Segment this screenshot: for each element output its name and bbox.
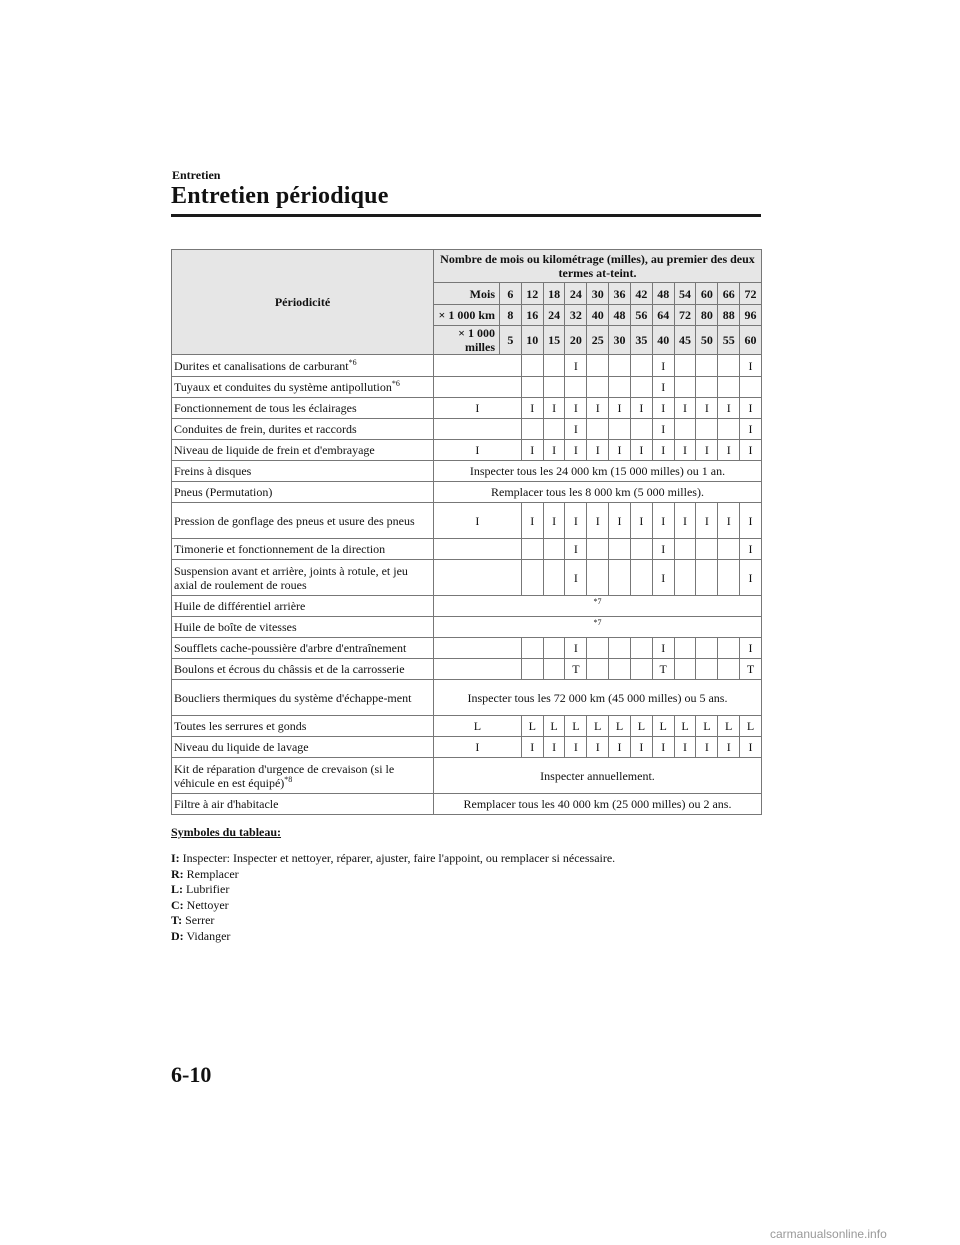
row-label-text: Toutes les serrures et gonds: [174, 719, 307, 733]
row-label-text: Suspension avant et arrière, joints à rotule, et jeu axial de roulement de roues: [174, 563, 408, 592]
schedule-cell: [674, 638, 696, 659]
schedule-cell: [565, 377, 587, 398]
schedule-cell: I: [587, 440, 609, 461]
schedule-cell: [630, 539, 652, 560]
row-label: [172, 617, 434, 638]
interval-value: 12: [521, 283, 543, 305]
schedule-cell: I: [740, 419, 762, 440]
schedule-cell: [521, 638, 543, 659]
schedule-cell: I: [740, 398, 762, 419]
schedule-cell: T: [565, 659, 587, 680]
schedule-cell: L: [521, 716, 543, 737]
schedule-cell: [521, 560, 543, 596]
legend-text: Serrer: [185, 913, 215, 927]
row-label: [172, 560, 434, 596]
interval-value: 60: [740, 326, 762, 355]
interval-value: 36: [609, 283, 631, 305]
schedule-cell: [696, 377, 718, 398]
schedule-cell: I: [740, 355, 762, 377]
legend-text: Lubrifier: [186, 882, 230, 896]
schedule-cell: I: [652, 440, 674, 461]
table-row: [172, 638, 762, 659]
schedule-cell: I: [630, 737, 652, 758]
row-label-text: Pneus (Permutation): [174, 485, 273, 499]
schedule-cell: I: [696, 440, 718, 461]
row-label: [172, 503, 434, 539]
schedule-cell: I: [587, 398, 609, 419]
schedule-cell: [521, 419, 543, 440]
table-row: [172, 539, 762, 560]
schedule-cell: I: [434, 503, 522, 539]
schedule-cell: I: [630, 440, 652, 461]
period-label: Périodicité: [172, 250, 434, 355]
row-label-text: Conduites de frein, durites et raccords: [174, 422, 357, 436]
interval-value: 48: [652, 283, 674, 305]
schedule-cell: [718, 377, 740, 398]
legend-key: L:: [171, 882, 183, 896]
schedule-cell: T: [652, 659, 674, 680]
schedule-cell: I: [565, 419, 587, 440]
interval-value: 24: [565, 283, 587, 305]
schedule-cell: I: [718, 503, 740, 539]
schedule-cell: [434, 377, 522, 398]
interval-value: 72: [740, 283, 762, 305]
legend-text: Nettoyer: [186, 897, 229, 912]
interval-value: 55: [718, 326, 740, 355]
schedule-cell: I: [587, 503, 609, 539]
schedule-cell: I: [630, 503, 652, 539]
schedule-cell: [674, 560, 696, 596]
schedule-cell: I: [718, 737, 740, 758]
schedule-cell: [718, 560, 740, 596]
page-number: 6-10: [171, 1062, 212, 1087]
table-row: [172, 716, 762, 737]
schedule-cell: I: [674, 440, 696, 461]
schedule-cell: [718, 539, 740, 560]
schedule-cell: I: [674, 398, 696, 419]
footnote-marker: *6: [348, 357, 357, 367]
schedule-cell: [674, 539, 696, 560]
interval-unit: × 1 000 milles: [434, 326, 500, 355]
schedule-cell: I: [609, 398, 631, 419]
footnote-reference: *7: [434, 617, 762, 638]
interval-value: 10: [521, 326, 543, 355]
schedule-cell: I: [521, 398, 543, 419]
interval-value: 30: [587, 283, 609, 305]
row-label: [172, 355, 434, 377]
schedule-cell: [609, 355, 631, 377]
watermark-link[interactable]: carmanualsonline.info: [770, 1227, 887, 1241]
schedule-cell: [740, 377, 762, 398]
row-label-text: Niveau de liquide de frein et d'embrayage: [174, 443, 375, 457]
interval-value: 60: [696, 283, 718, 305]
schedule-cell: I: [740, 440, 762, 461]
schedule-cell: [630, 355, 652, 377]
table-row: [172, 794, 762, 815]
row-label-text: Pression de gonflage des pneus et usure des pneus: [174, 513, 415, 528]
schedule-cell: I: [718, 398, 740, 419]
row-label-text: Boulons et écrous du châssis et de la carrosserie: [174, 662, 405, 676]
schedule-cell: I: [434, 440, 522, 461]
schedule-cell: [630, 419, 652, 440]
schedule-cell: I: [652, 737, 674, 758]
schedule-cell: [696, 419, 718, 440]
schedule-cell: [630, 659, 652, 680]
interval-value: 56: [630, 305, 652, 326]
table-row: [172, 758, 762, 794]
schedule-cell: L: [718, 716, 740, 737]
schedule-cell: [434, 560, 522, 596]
schedule-cell: L: [740, 716, 762, 737]
schedule-cell: [609, 539, 631, 560]
row-label: [172, 377, 434, 398]
schedule-cell: I: [652, 539, 674, 560]
schedule-cell: [718, 659, 740, 680]
row-label: [172, 680, 434, 716]
schedule-cell: [696, 539, 718, 560]
schedule-cell: [434, 419, 522, 440]
legend-key: T:: [171, 913, 183, 927]
interval-value: 16: [521, 305, 543, 326]
row-label-text: Boucliers thermiques du système d'échappe-ment: [174, 690, 412, 705]
row-label-text: Huile de boîte de vitesses: [174, 620, 297, 634]
table-row: [172, 440, 762, 461]
schedule-cell: I: [543, 737, 565, 758]
row-label: [172, 419, 434, 440]
interval-value: 20: [565, 326, 587, 355]
row-label: [172, 638, 434, 659]
schedule-cell: I: [740, 638, 762, 659]
schedule-cell: [521, 659, 543, 680]
schedule-cell: I: [521, 503, 543, 539]
footnote-marker: *8: [284, 774, 293, 784]
schedule-cell: [696, 638, 718, 659]
table-row: [172, 461, 762, 482]
row-label: [172, 461, 434, 482]
interval-unit: Mois: [434, 283, 500, 305]
row-label-text: Filtre à air d'habitacle: [174, 797, 279, 811]
legend-item: [171, 898, 615, 914]
schedule-cell: L: [609, 716, 631, 737]
table-row: [172, 398, 762, 419]
schedule-cell: [521, 355, 543, 377]
schedule-cell: [718, 419, 740, 440]
legend-text: Remplacer: [186, 866, 239, 881]
row-label: [172, 758, 434, 794]
row-label-text: Freins à disques: [174, 464, 252, 478]
title-rule: [171, 214, 761, 217]
legend-item: [171, 913, 615, 929]
schedule-cell: [630, 638, 652, 659]
section-label: Entretien: [172, 168, 221, 182]
maintenance-table-body: [172, 250, 762, 815]
row-label: [172, 398, 434, 419]
schedule-cell: [674, 419, 696, 440]
schedule-cell: [521, 539, 543, 560]
schedule-cell: L: [696, 716, 718, 737]
schedule-cell: [587, 539, 609, 560]
schedule-cell: [434, 355, 522, 377]
row-label: [172, 716, 434, 737]
legend: [171, 851, 615, 944]
interval-value: 35: [630, 326, 652, 355]
interval-value: 24: [543, 305, 565, 326]
schedule-cell: [674, 659, 696, 680]
schedule-cell: I: [696, 503, 718, 539]
interval-value: 50: [696, 326, 718, 355]
interval-value: 48: [609, 305, 631, 326]
interval-unit: × 1 000 km: [434, 305, 500, 326]
interval-value: 5: [500, 326, 522, 355]
schedule-cell: I: [565, 503, 587, 539]
legend-key: I:: [171, 851, 180, 865]
schedule-cell: I: [740, 737, 762, 758]
page-title: Entretien périodique: [171, 183, 389, 209]
schedule-cell: [543, 638, 565, 659]
schedule-cell: I: [434, 737, 522, 758]
table-row: [172, 737, 762, 758]
schedule-cell: I: [543, 440, 565, 461]
schedule-note: Inspecter tous les 72 000 km (45 000 milles) ou 5 ans.: [434, 680, 762, 716]
schedule-cell: I: [718, 440, 740, 461]
schedule-cell: [587, 355, 609, 377]
row-label-text: Timonerie et fonctionnement de la direction: [174, 542, 386, 556]
schedule-cell: [609, 377, 631, 398]
schedule-cell: [434, 659, 522, 680]
legend-text: Inspecter: Inspecter et nettoyer, réparer, ajuster, faire l'appoint, ou remplacer si nécessaire.: [182, 851, 616, 865]
interval-value: 15: [543, 326, 565, 355]
legend-title: Symboles du tableau:: [171, 825, 282, 839]
legend-key: R:: [171, 866, 184, 881]
schedule-cell: I: [652, 398, 674, 419]
schedule-cell: I: [565, 539, 587, 560]
schedule-cell: I: [652, 560, 674, 596]
table-row: [172, 617, 762, 638]
legend-item: [171, 929, 615, 945]
interval-value: 30: [609, 326, 631, 355]
interval-value: 25: [587, 326, 609, 355]
schedule-cell: I: [565, 638, 587, 659]
schedule-cell: I: [740, 539, 762, 560]
schedule-note: Remplacer tous les 40 000 km (25 000 milles) ou 2 ans.: [434, 794, 762, 815]
schedule-cell: [696, 355, 718, 377]
schedule-cell: [521, 377, 543, 398]
schedule-cell: I: [543, 398, 565, 419]
interval-value: 66: [718, 283, 740, 305]
schedule-cell: I: [587, 737, 609, 758]
legend-key: D:: [171, 928, 184, 943]
interval-value: 45: [674, 326, 696, 355]
schedule-cell: [587, 377, 609, 398]
schedule-cell: I: [609, 737, 631, 758]
row-label: [172, 539, 434, 560]
legend-item: [171, 882, 615, 898]
row-label-text: Kit de réparation d'urgence de crevaison (si le véhicule en est équipé): [174, 761, 395, 790]
schedule-cell: I: [565, 355, 587, 377]
schedule-cell: L: [587, 716, 609, 737]
row-label-text: Tuyaux et conduites du système antipollution: [174, 380, 392, 394]
schedule-cell: I: [652, 419, 674, 440]
row-label: [172, 737, 434, 758]
schedule-cell: [587, 560, 609, 596]
table-row: [172, 680, 762, 716]
row-label-text: Huile de différentiel arrière: [174, 599, 306, 613]
schedule-cell: [696, 659, 718, 680]
maintenance-table: [171, 249, 762, 815]
schedule-cell: I: [652, 638, 674, 659]
schedule-cell: I: [630, 398, 652, 419]
schedule-cell: I: [652, 377, 674, 398]
schedule-cell: L: [543, 716, 565, 737]
schedule-cell: [587, 419, 609, 440]
schedule-cell: L: [652, 716, 674, 737]
schedule-cell: [434, 638, 522, 659]
schedule-note: Remplacer tous les 8 000 km (5 000 milles).: [434, 482, 762, 503]
schedule-cell: [543, 355, 565, 377]
schedule-note: Inspecter tous les 24 000 km (15 000 milles) ou 1 an.: [434, 461, 762, 482]
schedule-cell: [543, 560, 565, 596]
table-row: [172, 482, 762, 503]
schedule-cell: I: [434, 398, 522, 419]
interval-value: 88: [718, 305, 740, 326]
interval-value: 80: [696, 305, 718, 326]
interval-value: 18: [543, 283, 565, 305]
interval-value: 96: [740, 305, 762, 326]
schedule-cell: [609, 659, 631, 680]
schedule-cell: I: [543, 503, 565, 539]
row-label-text: Soufflets cache-poussière d'arbre d'entraînement: [174, 641, 407, 655]
schedule-cell: [543, 539, 565, 560]
schedule-cell: [587, 638, 609, 659]
schedule-cell: [543, 659, 565, 680]
schedule-cell: [718, 355, 740, 377]
row-label: [172, 482, 434, 503]
row-label: [172, 596, 434, 617]
row-label: [172, 659, 434, 680]
schedule-cell: T: [740, 659, 762, 680]
schedule-cell: [674, 355, 696, 377]
schedule-cell: I: [609, 440, 631, 461]
table-row: [172, 659, 762, 680]
interval-value: 64: [652, 305, 674, 326]
schedule-cell: I: [609, 503, 631, 539]
schedule-cell: L: [565, 716, 587, 737]
interval-value: 72: [674, 305, 696, 326]
interval-value: 6: [500, 283, 522, 305]
schedule-cell: [609, 419, 631, 440]
table-row: [172, 419, 762, 440]
schedule-cell: I: [740, 503, 762, 539]
schedule-cell: I: [565, 398, 587, 419]
schedule-cell: I: [674, 737, 696, 758]
schedule-cell: [674, 377, 696, 398]
schedule-cell: I: [696, 398, 718, 419]
schedule-cell: [609, 638, 631, 659]
schedule-cell: [434, 539, 522, 560]
legend-key: C:: [171, 897, 184, 912]
schedule-cell: L: [434, 716, 522, 737]
footnote-reference: *7: [434, 596, 762, 617]
row-label-text: Durites et canalisations de carburant: [174, 358, 349, 373]
row-label-text: Fonctionnement de tous les éclairages: [174, 401, 357, 415]
footnote-marker: *6: [391, 379, 400, 388]
schedule-cell: L: [630, 716, 652, 737]
table-row: [172, 377, 762, 398]
header-row-intro: [172, 250, 762, 283]
schedule-cell: [630, 560, 652, 596]
interval-value: 40: [652, 326, 674, 355]
schedule-cell: [609, 560, 631, 596]
interval-value: 54: [674, 283, 696, 305]
legend-text: Vidanger: [186, 928, 231, 943]
schedule-cell: I: [652, 355, 674, 377]
table-row: [172, 503, 762, 539]
legend-item: [171, 851, 615, 867]
schedule-cell: I: [696, 737, 718, 758]
schedule-cell: [718, 638, 740, 659]
schedule-cell: I: [565, 560, 587, 596]
schedule-cell: I: [565, 737, 587, 758]
table-row: [172, 355, 762, 377]
table-row: [172, 560, 762, 596]
table-intro: Nombre de mois ou kilométrage (milles), au premier des deux termes at-teint.: [434, 250, 762, 283]
schedule-cell: I: [521, 440, 543, 461]
schedule-cell: I: [521, 737, 543, 758]
interval-value: 40: [587, 305, 609, 326]
schedule-cell: I: [565, 440, 587, 461]
table-row: [172, 596, 762, 617]
schedule-cell: L: [674, 716, 696, 737]
schedule-cell: [587, 659, 609, 680]
interval-value: 32: [565, 305, 587, 326]
schedule-cell: I: [740, 560, 762, 596]
interval-value: 8: [500, 305, 522, 326]
schedule-cell: [630, 377, 652, 398]
schedule-cell: I: [674, 503, 696, 539]
interval-value: 42: [630, 283, 652, 305]
schedule-cell: [543, 419, 565, 440]
schedule-cell: I: [652, 503, 674, 539]
legend-item: [171, 867, 615, 883]
schedule-cell: [543, 377, 565, 398]
schedule-note: Inspecter annuellement.: [434, 758, 762, 794]
schedule-cell: [696, 560, 718, 596]
row-label: [172, 440, 434, 461]
row-label: [172, 794, 434, 815]
row-label-text: Niveau du liquide de lavage: [174, 740, 309, 754]
